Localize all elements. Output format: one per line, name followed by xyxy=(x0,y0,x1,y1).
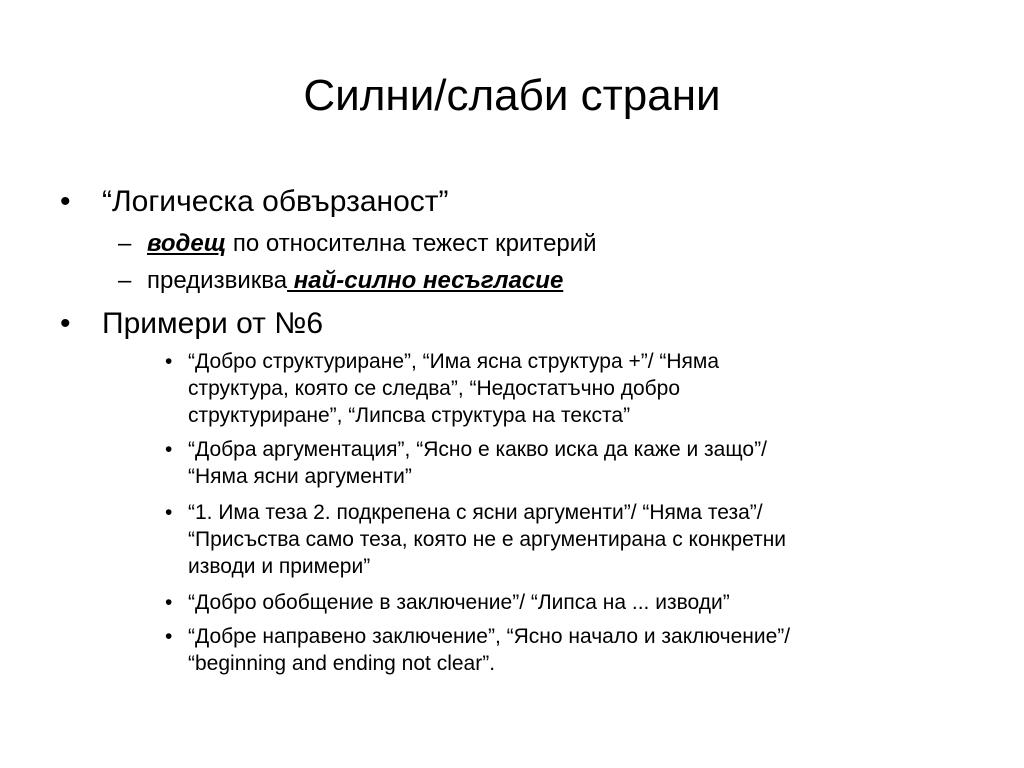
small-bullet-marker: • xyxy=(165,591,173,614)
sub-bullet-text: предизвиква xyxy=(147,267,288,294)
bullet-text: Примери от №6 xyxy=(102,307,324,340)
slide-title: Силни/слаби страни xyxy=(303,71,721,120)
example-line: “1. Има теза 2. подкрепена с ясни аргументи”/ “Няма теза”/ xyxy=(188,501,763,524)
example-line: “Няма ясни аргументи” xyxy=(188,465,412,488)
example-item xyxy=(0,499,1024,580)
example-item xyxy=(0,348,1024,429)
bullet-marker: • xyxy=(60,185,71,218)
example-line: “Присъства само теза, която не е аргументирана с конкретни xyxy=(188,528,787,551)
bullet-examples xyxy=(0,306,1024,342)
emphasis-text: най-силно несъгласие xyxy=(287,267,564,294)
bullet-marker: • xyxy=(60,307,71,340)
small-bullet-marker: • xyxy=(165,501,173,524)
example-item xyxy=(0,436,1024,490)
example-item xyxy=(0,623,1024,677)
bullet-logical-coherence xyxy=(0,184,1024,220)
example-text xyxy=(188,436,767,490)
dash-marker: – xyxy=(118,267,132,294)
example-line: “beginning and ending not clear”. xyxy=(188,652,496,675)
small-bullet-marker: • xyxy=(165,350,173,373)
example-line: “Добре направено заключение”, “Ясно начало и заключение”/ xyxy=(188,625,791,648)
dash-marker: – xyxy=(118,230,132,257)
sub-bullet-leading xyxy=(0,229,1024,259)
sub-bullet-content xyxy=(147,266,563,296)
example-line: изводи и примери” xyxy=(188,555,371,578)
bullet-text: “Логическа обвързаност” xyxy=(102,185,449,218)
example-item xyxy=(0,589,1024,616)
example-line: “Добра аргументация”, “Ясно е какво иска да каже и защо”/ xyxy=(188,438,767,461)
small-bullet-marker: • xyxy=(165,438,173,461)
example-line: структуриране”, “Липсва структура на текста” xyxy=(188,404,631,427)
example-text xyxy=(188,623,790,677)
example-text xyxy=(188,499,786,580)
emphasis-text: водещ xyxy=(147,230,227,257)
example-text xyxy=(188,348,719,429)
example-text xyxy=(188,589,730,616)
sub-bullet-content xyxy=(147,229,597,259)
sub-bullet-text: по относителна тежест критерий xyxy=(226,230,597,257)
sub-bullet-disagreement xyxy=(0,266,1024,296)
example-line: структура, която се следва”, “Недостатъчно добро xyxy=(188,377,681,400)
example-line: “Добро структуриране”, “Има ясна структура +”/ “Няма xyxy=(188,350,720,373)
small-bullet-marker: • xyxy=(165,625,173,648)
example-line: “Добро обобщение в заключение”/ “Липса на ... изводи” xyxy=(188,591,730,614)
